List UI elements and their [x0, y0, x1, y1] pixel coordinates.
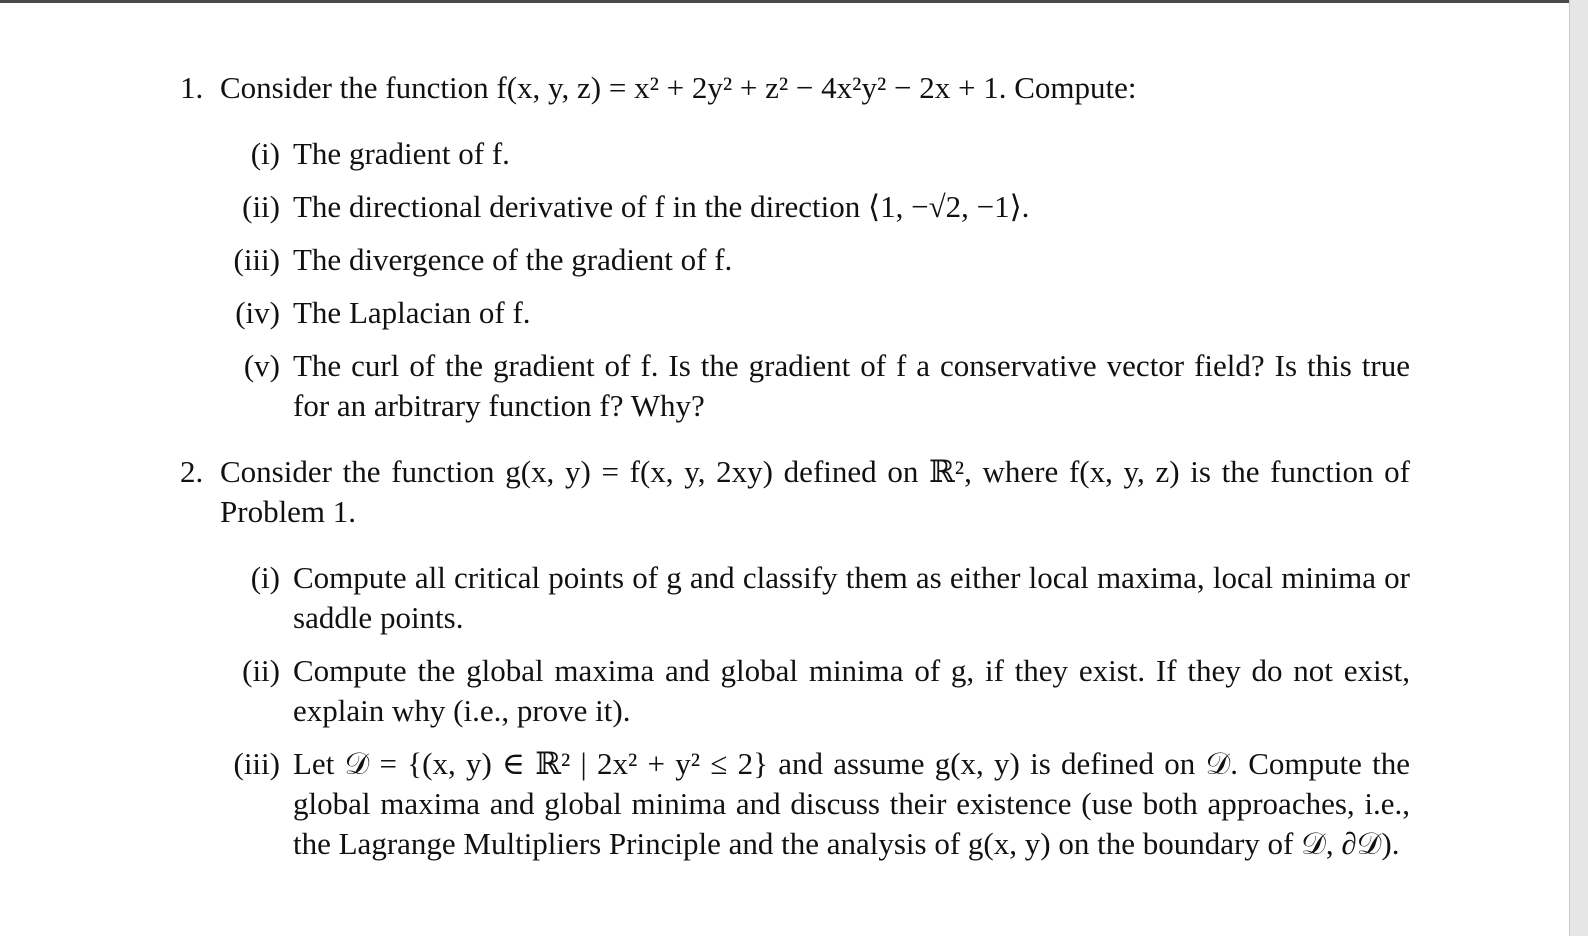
problem-2-item-2-label: (ii) — [242, 653, 280, 688]
vertical-scrollbar[interactable] — [1569, 0, 1588, 936]
problem-1-item-2-label: (ii) — [242, 189, 280, 224]
problem-2-statement: Consider the function g(x, y) = f(x, y, 2xy) defined on ℝ², where f(x, y, z) is the function of Problem 1. — [220, 454, 1410, 529]
problem-2-item-2-text: Compute the global maxima and global minima of g, if they exist. If they do not exist, explain why (i.e., prove it). — [293, 653, 1410, 728]
problem-2-item-3-label: (iii) — [233, 746, 280, 781]
problem-1-statement: Consider the function f(x, y, z) = x² + 2y² + z² − 4x²y² − 2x + 1. Compute: — [220, 70, 1137, 105]
problem-2-item-3-text: Let 𝒟 = {(x, y) ∈ ℝ² | 2x² + y² ≤ 2} and assume g(x, y) is defined on 𝒟. Compute the global maxima and global minima and discuss their existence (use both approaches, i.e., the Lagrange Multipliers Principle and the analysis of g(x, y) on the boundary of 𝒟, ∂𝒟). — [293, 746, 1410, 861]
problem-1-item-4-label: (iv) — [235, 295, 280, 330]
problem-1-item-3-label: (iii) — [233, 242, 280, 277]
problem-2-number: 2. — [180, 454, 204, 489]
problem-1-item-5-text: The curl of the gradient of f. Is the gradient of f a conservative vector field? Is this true for an arbitrary function f? Why? — [293, 348, 1410, 423]
problem-1-item-1-text: The gradient of f. — [293, 136, 510, 171]
problem-1-item-1-label: (i) — [250, 136, 280, 171]
problem-1-item-3-text: The divergence of the gradient of f. — [293, 242, 733, 277]
problem-1-number: 1. — [180, 70, 204, 105]
problem-1-item-5-label: (v) — [243, 348, 280, 383]
problem-1-item-4-text: The Laplacian of f. — [293, 295, 531, 330]
problem-2-item-1-text: Compute all critical points of g and classify them as either local maxima, local minima or saddle points. — [293, 560, 1410, 635]
problem-2-item-1-label: (i) — [250, 560, 280, 595]
problem-1-item-2-text: The directional derivative of f in the direction ⟨1, −√2, −1⟩. — [293, 189, 1030, 224]
